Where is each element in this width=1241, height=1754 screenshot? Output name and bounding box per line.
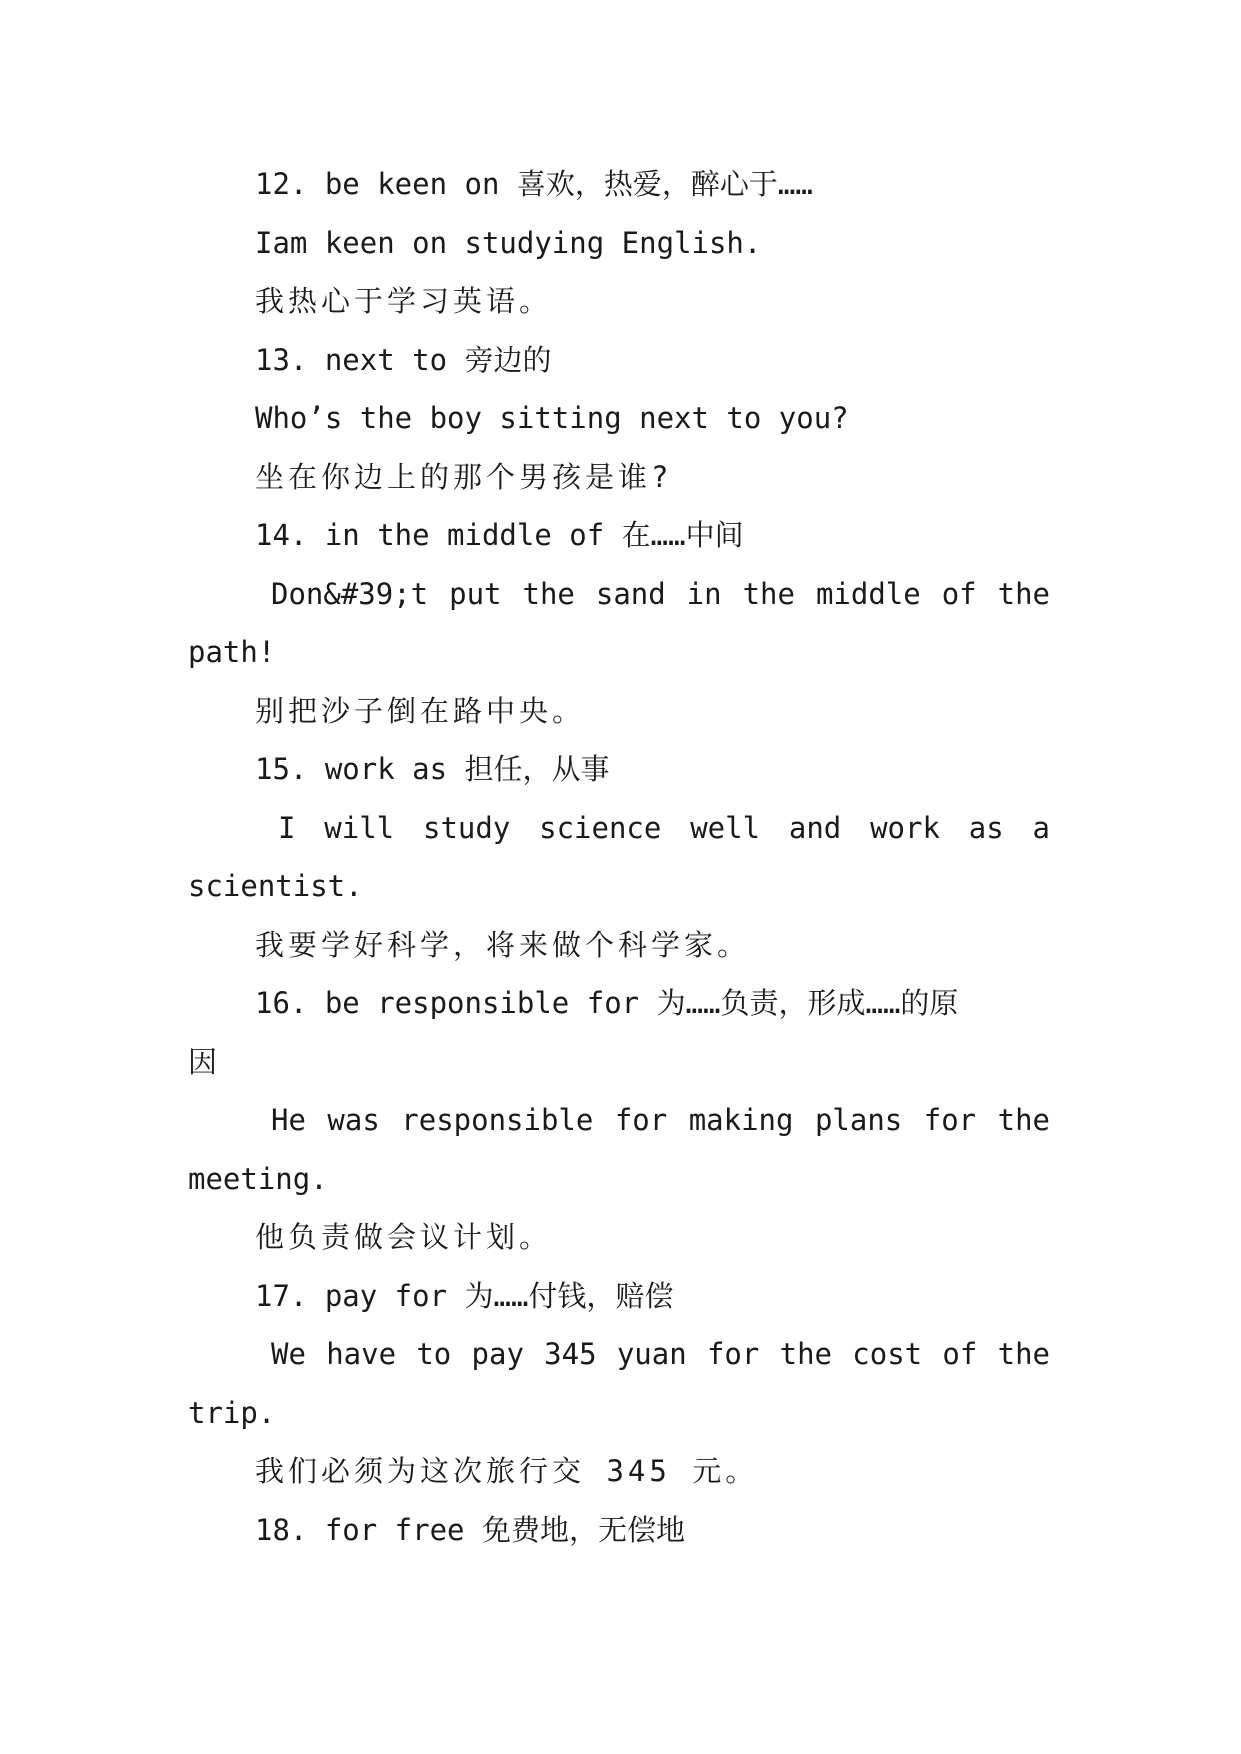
example-sentence-zh: 别把沙子倒在路中央。	[255, 693, 586, 728]
example-sentence-zh: 我们必须为这次旅行交 345 元。	[255, 1454, 759, 1488]
example-sentence-en: He was responsible for making plans for the	[271, 1103, 1050, 1137]
example-sentence-zh: 我热心于学习英语。	[255, 284, 553, 318]
example-sentence-zh: 我要学好科学，将来做个科学家。	[255, 927, 751, 962]
phrase-heading-12: 12. be keen on 喜欢，热爱，醉心于……	[255, 167, 813, 201]
example-sentence-en-continued: meeting.	[188, 1161, 328, 1196]
phrase-heading-18: 18. for free 免费地，无偿地	[255, 1512, 685, 1547]
example-sentence-en: I will study science well and work as a	[278, 810, 1050, 845]
phrase-heading-17: 17. pay for 为……付钱，赔偿	[255, 1278, 674, 1313]
phrase-heading-13: 13. next to 旁边的	[255, 342, 552, 377]
example-sentence-en-continued: scientist.	[188, 869, 363, 903]
example-sentence-en: Iam keen on studying English.	[255, 225, 762, 260]
phrase-heading-14: 14. in the middle of 在……中间	[255, 518, 744, 552]
example-sentence-en-continued: trip.	[188, 1395, 276, 1430]
example-sentence-en: We have to pay 345 yuan for the cost of the	[271, 1337, 1050, 1371]
example-sentence-en-continued: path!	[188, 635, 276, 669]
phrase-heading-continued: 因	[188, 1044, 218, 1079]
document-body	[188, 155, 1050, 1559]
example-sentence-zh: 坐在你边上的那个男孩是谁?	[255, 459, 673, 494]
example-sentence-en: Who’s the boy sitting next to you?	[255, 401, 849, 435]
phrase-heading-15: 15. work as 担任，从事	[255, 752, 610, 786]
phrase-heading-16: 16. be responsible for 为……负责，形成……的原	[255, 986, 959, 1020]
example-sentence-zh: 他负责做会议计划。	[255, 1220, 553, 1254]
example-sentence-en: Don&#39;t put the sand in the middle of the	[271, 576, 1050, 611]
